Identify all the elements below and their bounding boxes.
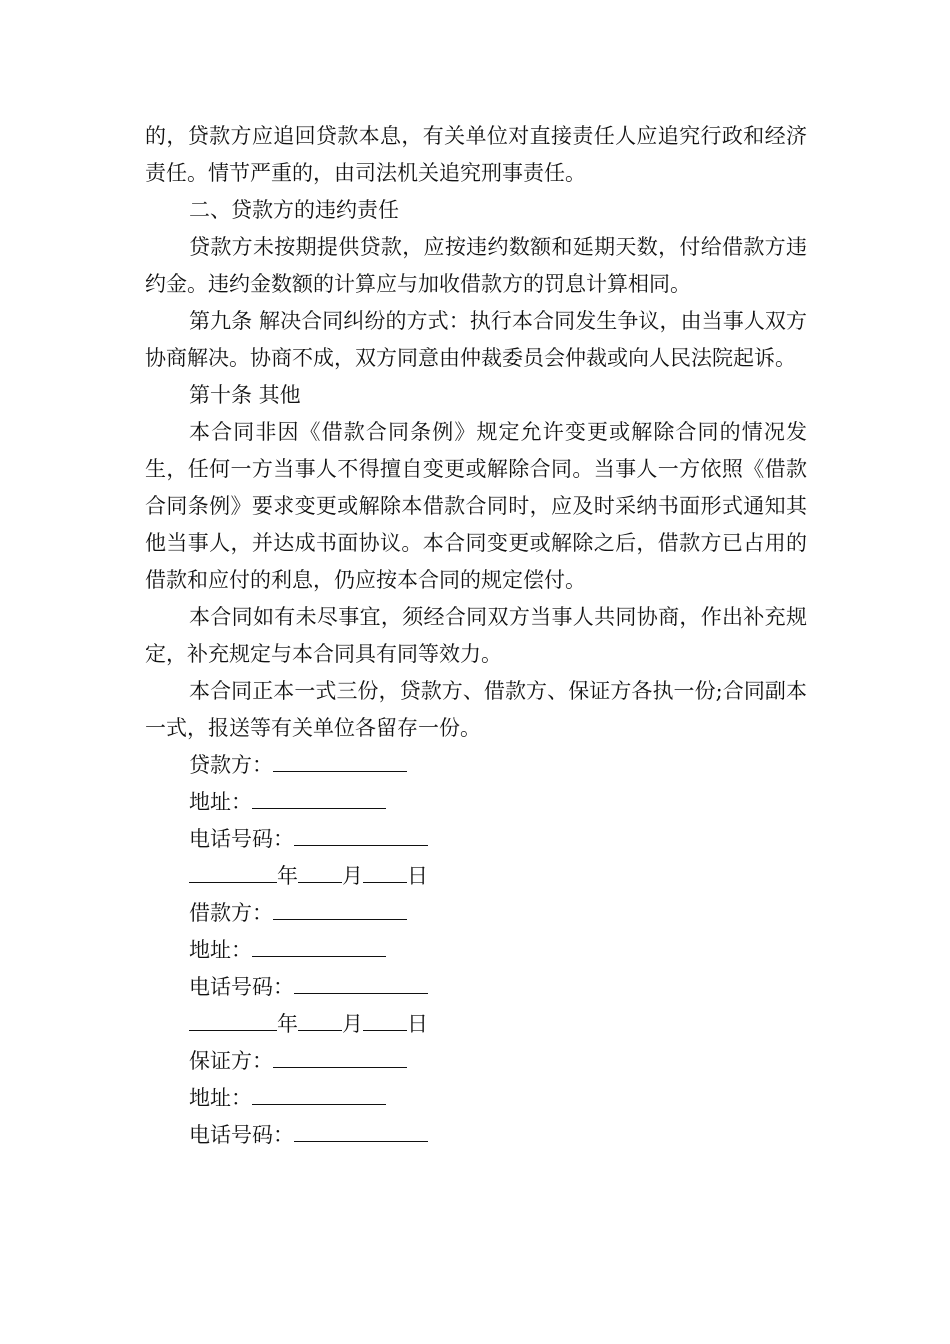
guarantor-blank[interactable] — [273, 1047, 407, 1068]
address-label: 地址： — [189, 1086, 252, 1110]
guarantor-label: 保证方： — [189, 1049, 273, 1073]
day-label: 日 — [407, 864, 428, 888]
lender-date-line — [145, 858, 807, 895]
paragraph-supplementary-terms: 本合同如有未尽事宜，须经合同双方当事人共同协商，作出补充规定，补充规定与本合同具有同等效力。 — [145, 605, 807, 666]
borrower-address-blank[interactable] — [252, 936, 386, 957]
paragraph-copies: 本合同正本一式三份，贷款方、借款方、保证方各执一份;合同副本一式，报送等有关单位各留存一份。 — [145, 679, 807, 740]
lender-day-blank[interactable] — [363, 862, 407, 883]
lender-address-blank[interactable] — [252, 788, 386, 809]
paragraph-lender-penalty: 贷款方未按期提供贷款，应按违约数额和延期天数，付给借款方违约金。违约金数额的计算应与加收借款方的罚息计算相同。 — [145, 235, 807, 296]
borrower-phone-line — [145, 969, 807, 1006]
borrower-address-line — [145, 932, 807, 969]
lender-month-blank[interactable] — [298, 862, 342, 883]
paragraph-article-9-disputes: 第九条 解决合同纠纷的方式：执行本合同发生争议，由当事人双方协商解决。协商不成，双方同意由仲裁委员会仲裁或向人民法院起诉。 — [145, 309, 807, 370]
paragraph-liability-continuation: 的，贷款方应追回贷款本息，有关单位对直接责任人应追究行政和经济责任。情节严重的，由司法机关追究刑事责任。 — [145, 124, 807, 185]
borrower-phone-blank[interactable] — [294, 973, 428, 994]
lender-address-line — [145, 784, 807, 821]
lender-blank[interactable] — [273, 751, 407, 772]
guarantor-signature-line — [145, 1043, 807, 1080]
day-label: 日 — [407, 1012, 428, 1036]
borrower-label: 借款方： — [189, 901, 273, 925]
paragraph-contract-changes: 本合同非因《借款合同条例》规定允许变更或解除合同的情况发生，任何一方当事人不得擅自变更或解除合同。当事人一方依照《借款合同条例》要求变更或解除本借款合同时，应及时采纳书面形式通知其他当事人，并达成书面协议。本合同变更或解除之后，借款方已占用的借款和应付的利息，仍应按本合同的规定偿付。 — [145, 420, 807, 592]
borrower-year-blank[interactable] — [189, 1010, 277, 1031]
heading-lender-liability: 二、贷款方的违约责任 — [189, 198, 399, 222]
contract-page — [145, 118, 807, 1154]
address-label: 地址： — [189, 938, 252, 962]
guarantor-phone-line — [145, 1117, 807, 1154]
guarantor-address-line — [145, 1080, 807, 1117]
phone-label: 电话号码： — [189, 975, 294, 999]
guarantor-phone-blank[interactable] — [294, 1121, 428, 1142]
month-label: 月 — [342, 1012, 363, 1036]
borrower-month-blank[interactable] — [298, 1010, 342, 1031]
lender-phone-line — [145, 821, 807, 858]
borrower-day-blank[interactable] — [363, 1010, 407, 1031]
phone-label: 电话号码： — [189, 1123, 294, 1147]
year-label: 年 — [277, 1012, 298, 1036]
lender-phone-blank[interactable] — [294, 825, 428, 846]
month-label: 月 — [342, 864, 363, 888]
year-label: 年 — [277, 864, 298, 888]
phone-label: 电话号码： — [189, 827, 294, 851]
lender-year-blank[interactable] — [189, 862, 277, 883]
guarantor-address-blank[interactable] — [252, 1084, 386, 1105]
lender-signature-line — [145, 747, 807, 784]
borrower-blank[interactable] — [273, 899, 407, 920]
lender-label: 贷款方： — [189, 753, 273, 777]
borrower-signature-line — [145, 895, 807, 932]
address-label: 地址： — [189, 790, 252, 814]
heading-article-10-other: 第十条 其他 — [189, 383, 301, 407]
borrower-date-line — [145, 1006, 807, 1043]
